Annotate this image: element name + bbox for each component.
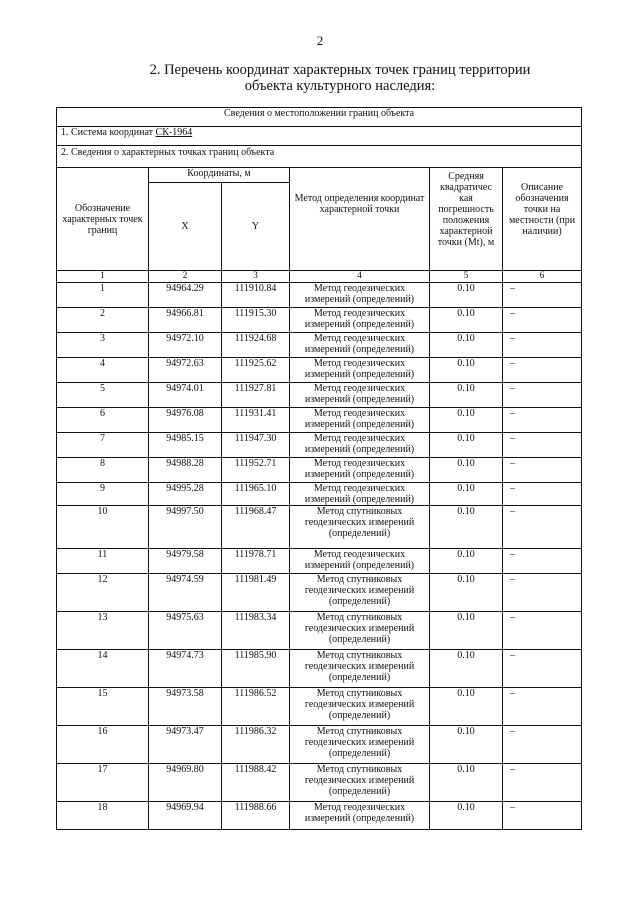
method-cell: Метод геодезических измерений (определений) (290, 802, 430, 830)
coordinate-y: 111952.71 (222, 458, 290, 483)
table-row (57, 612, 582, 650)
coordinate-system-value: СК-1964 (155, 127, 193, 138)
method-cell: Метод геодезических измерений (определений) (290, 383, 430, 408)
coordinate-y: 111981.49 (222, 574, 290, 612)
point-number: 18 (57, 802, 149, 830)
description-cell: – (503, 308, 582, 333)
header-y: Y (222, 183, 290, 271)
table-row (57, 433, 582, 458)
method-cell: Метод спутниковых геодезических измерений (определений) (290, 612, 430, 650)
description-cell: – (503, 726, 582, 764)
description-cell: – (503, 549, 582, 574)
accuracy-cell: 0.10 (430, 802, 503, 830)
header-point-name: Обозначение характерных точек границ (57, 168, 149, 271)
column-number: 3 (222, 271, 290, 283)
table-row (57, 308, 582, 333)
header-method: Метод определения координат характерной точки (290, 168, 430, 271)
description-cell: – (503, 433, 582, 458)
description-cell: – (503, 483, 582, 506)
accuracy-cell: 0.10 (430, 506, 503, 549)
coordinate-x: 94975.63 (149, 612, 222, 650)
description-cell: – (503, 688, 582, 726)
point-number: 4 (57, 358, 149, 383)
coordinate-x: 94974.73 (149, 650, 222, 688)
coordinate-x: 94976.08 (149, 408, 222, 433)
table-row (57, 506, 582, 549)
point-number: 1 (57, 283, 149, 308)
point-number: 16 (57, 726, 149, 764)
coordinate-x: 94966.81 (149, 308, 222, 333)
coordinate-x: 94988.28 (149, 458, 222, 483)
coordinate-x: 94985.15 (149, 433, 222, 458)
accuracy-cell: 0.10 (430, 433, 503, 458)
coordinate-x: 94974.01 (149, 383, 222, 408)
coordinate-y: 111931.41 (222, 408, 290, 433)
coordinate-system-label: 1. Система координат (61, 127, 156, 138)
coordinate-x: 94972.10 (149, 333, 222, 358)
column-number: 2 (149, 271, 222, 283)
point-number: 10 (57, 506, 149, 549)
point-number: 12 (57, 574, 149, 612)
description-cell: – (503, 802, 582, 830)
table-row (57, 726, 582, 764)
point-number: 2 (57, 308, 149, 333)
point-number: 13 (57, 612, 149, 650)
point-number: 7 (57, 433, 149, 458)
description-cell: – (503, 506, 582, 549)
point-number: 9 (57, 483, 149, 506)
description-cell: – (503, 408, 582, 433)
coordinate-y: 111983.34 (222, 612, 290, 650)
coordinate-y: 111986.32 (222, 726, 290, 764)
accuracy-cell: 0.10 (430, 612, 503, 650)
coordinate-y: 111978.71 (222, 549, 290, 574)
table-row (57, 383, 582, 408)
description-cell: – (503, 574, 582, 612)
description-cell: – (503, 383, 582, 408)
point-number: 6 (57, 408, 149, 433)
method-cell: Метод геодезических измерений (определений) (290, 433, 430, 458)
point-number: 15 (57, 688, 149, 726)
column-number-row (57, 271, 582, 283)
coordinate-y: 111915.30 (222, 308, 290, 333)
coordinate-x: 94974.59 (149, 574, 222, 612)
method-cell: Метод геодезических измерений (определений) (290, 458, 430, 483)
coordinate-y: 111988.42 (222, 764, 290, 802)
coordinate-x: 94972.63 (149, 358, 222, 383)
column-number: 5 (430, 271, 503, 283)
coordinate-y: 111968.47 (222, 506, 290, 549)
accuracy-cell: 0.10 (430, 688, 503, 726)
coordinate-y: 111947.30 (222, 433, 290, 458)
coordinate-y: 111965.10 (222, 483, 290, 506)
point-number: 5 (57, 383, 149, 408)
column-number: 6 (503, 271, 582, 283)
table-row (57, 358, 582, 383)
coordinate-x: 94969.80 (149, 764, 222, 802)
coordinate-x: 94997.50 (149, 506, 222, 549)
method-cell: Метод спутниковых геодезических измерений (определений) (290, 506, 430, 549)
table-row (57, 483, 582, 506)
coordinates-table (56, 107, 582, 830)
header-accuracy: Средняя квадратичес кая погрешность положения характерной точки (Mt), м (430, 168, 503, 271)
method-cell: Метод геодезических измерений (определений) (290, 333, 430, 358)
coordinate-x: 94969.94 (149, 802, 222, 830)
section-title: Сведения о местоположении границ объекта (57, 108, 582, 127)
description-cell: – (503, 458, 582, 483)
accuracy-cell: 0.10 (430, 458, 503, 483)
document-title (120, 62, 560, 94)
coordinate-y: 111910.84 (222, 283, 290, 308)
coordinate-y: 111927.81 (222, 383, 290, 408)
table-row (57, 333, 582, 358)
point-number: 14 (57, 650, 149, 688)
point-number: 17 (57, 764, 149, 802)
page-number: 2 (316, 33, 324, 48)
coordinate-x: 94973.47 (149, 726, 222, 764)
column-number: 4 (290, 271, 430, 283)
table-row (57, 408, 582, 433)
table-row (57, 458, 582, 483)
accuracy-cell: 0.10 (430, 483, 503, 506)
method-cell: Метод спутниковых геодезических измерений (определений) (290, 650, 430, 688)
table-row (57, 802, 582, 830)
description-cell: – (503, 358, 582, 383)
description-cell: – (503, 764, 582, 802)
method-cell: Метод спутниковых геодезических измерений (определений) (290, 726, 430, 764)
point-number: 11 (57, 549, 149, 574)
accuracy-cell: 0.10 (430, 574, 503, 612)
point-number: 8 (57, 458, 149, 483)
table-row (57, 650, 582, 688)
coordinate-x: 94964.29 (149, 283, 222, 308)
table-row (57, 549, 582, 574)
accuracy-cell: 0.10 (430, 308, 503, 333)
coordinate-y: 111924.68 (222, 333, 290, 358)
title-line-1: 2. Перечень координат характерных точек границ территории (149, 62, 531, 78)
coordinate-system-row (57, 127, 582, 146)
coordinate-y: 111986.52 (222, 688, 290, 726)
accuracy-cell: 0.10 (430, 358, 503, 383)
points-section-label: 2. Сведения о характерных точках границ объекта (57, 146, 582, 168)
description-cell: – (503, 650, 582, 688)
coordinate-x: 94995.28 (149, 483, 222, 506)
coordinate-y: 111985.90 (222, 650, 290, 688)
description-cell: – (503, 333, 582, 358)
table-row (57, 764, 582, 802)
title-line-2: объекта культурного наследия: (244, 78, 436, 94)
method-cell: Метод геодезических измерений (определений) (290, 308, 430, 333)
coordinate-y: 111925.62 (222, 358, 290, 383)
accuracy-cell: 0.10 (430, 283, 503, 308)
header-x: X (149, 183, 222, 271)
accuracy-cell: 0.10 (430, 383, 503, 408)
accuracy-cell: 0.10 (430, 650, 503, 688)
table-row (57, 574, 582, 612)
method-cell: Метод спутниковых геодезических измерений (определений) (290, 688, 430, 726)
method-cell: Метод геодезических измерений (определений) (290, 283, 430, 308)
coordinate-x: 94979.58 (149, 549, 222, 574)
description-cell: – (503, 612, 582, 650)
point-number: 3 (57, 333, 149, 358)
accuracy-cell: 0.10 (430, 726, 503, 764)
accuracy-cell: 0.10 (430, 549, 503, 574)
method-cell: Метод геодезических измерений (определений) (290, 408, 430, 433)
accuracy-cell: 0.10 (430, 408, 503, 433)
accuracy-cell: 0.10 (430, 764, 503, 802)
header-coordinates: Координаты, м (149, 168, 290, 183)
method-cell: Метод геодезических измерений (определений) (290, 358, 430, 383)
description-cell: – (503, 283, 582, 308)
method-cell: Метод спутниковых геодезических измерений (определений) (290, 574, 430, 612)
accuracy-cell: 0.10 (430, 333, 503, 358)
column-number: 1 (57, 271, 149, 283)
header-description: Описание обозначения точки на местности (при наличии) (503, 168, 582, 271)
coordinate-y: 111988.66 (222, 802, 290, 830)
table-row (57, 688, 582, 726)
coordinate-x: 94973.58 (149, 688, 222, 726)
method-cell: Метод геодезических измерений (определений) (290, 549, 430, 574)
method-cell: Метод спутниковых геодезических измерений (определений) (290, 764, 430, 802)
table-row (57, 283, 582, 308)
method-cell: Метод геодезических измерений (определений) (290, 483, 430, 506)
